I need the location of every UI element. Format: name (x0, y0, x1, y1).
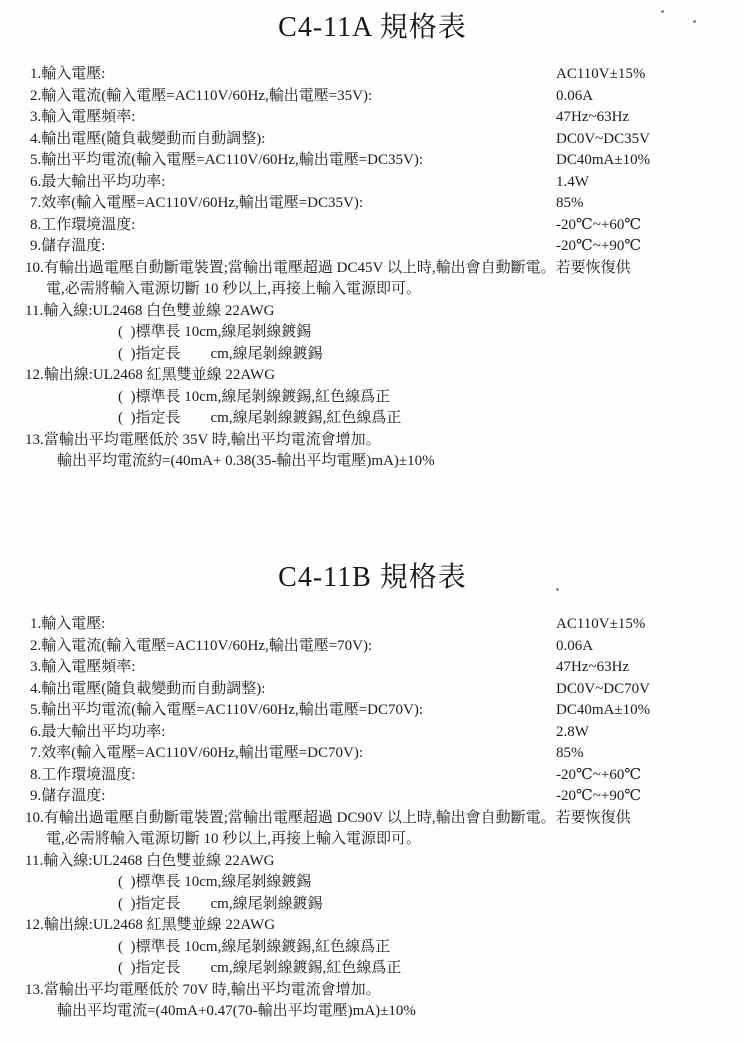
spec-value: 85% (556, 745, 584, 761)
spec-label: 3.輸入電壓頻率: (30, 659, 136, 675)
spec-row (0, 765, 745, 787)
spec-row (0, 150, 745, 172)
spec-value: AC110V±15% (556, 66, 646, 82)
note-line: 電,必需將輸入電源切斷 10 秒以上,再接上輸入電源即可。 (46, 831, 422, 847)
spec-row (0, 129, 745, 151)
spec-row (0, 215, 745, 237)
spec-row (0, 172, 745, 194)
spec-value: 85% (556, 195, 584, 211)
spec-label: 4.輸出電壓(隨負載變動而自動調整): (30, 680, 266, 697)
note-line: 10.有輸出過電壓自動斷電裝置;當輸出電壓超過 DC90V 以上時,輸出會自動斷電。若要恢復供 (25, 809, 631, 826)
spec-value: 0.06A (556, 637, 594, 654)
note-line: 13.當輸出平均電壓低於 70V 時,輸出平均電流會增加。 (25, 981, 381, 998)
spec-label: 3.輸入電壓頻率: (30, 109, 136, 125)
section-c4-11a (0, 10, 745, 473)
note-line: 11.輸入線:UL2468 白色雙並線 22AWG (25, 302, 275, 319)
note-line: ( )標準長 10cm,線尾剝線鍍錫 (118, 324, 312, 340)
spec-value: 2.8W (556, 723, 589, 740)
note-line: ( )標準長 10cm,線尾剝線鍍錫 (118, 874, 312, 890)
spec-label: 6.最大輸出平均功率: (30, 173, 166, 190)
note-line: 輸出平均電流=(40mA+0.47(70-輸出平均電壓)mA)±10% (57, 1003, 416, 1019)
spec-label: 8.工作環境溫度: (30, 216, 136, 233)
spec-value: DC40mA±10% (556, 152, 651, 168)
note-list (0, 808, 745, 1023)
note-line: ( )指定長 cm,線尾剝線鍍錫,紅色線爲正 (118, 960, 402, 976)
note-line: 電,必需將輸入電源切斷 10 秒以上,再接上輸入電源即可。 (46, 281, 422, 297)
note-line: 11.輸入線:UL2468 白色雙並線 22AWG (25, 852, 275, 869)
spec-value: DC40mA±10% (556, 702, 651, 718)
spec-row (0, 722, 745, 744)
spec-value: 47Hz~63Hz (556, 659, 630, 675)
note-line: 12.輸出線:UL2468 紅黑雙並線 22AWG (25, 367, 276, 383)
spec-row (0, 657, 745, 679)
spec-value: DC0V~DC70V (556, 680, 650, 697)
spec-list (0, 64, 745, 258)
section-title: C4-11B 規格表 (278, 562, 467, 593)
spec-value: -20℃~+60℃ (556, 216, 642, 233)
spec-label: 2.輸入電流(輸入電壓=AC110V/60Hz,輸出電壓=70V): (30, 637, 373, 654)
spec-value: -20℃~+90℃ (556, 238, 642, 254)
spec-value: -20℃~+90℃ (556, 788, 642, 804)
spec-value: 0.06A (556, 87, 594, 104)
spec-row (0, 86, 745, 108)
note-line: 輸出平均電流約=(40mA+ 0.38(35-輸出平均電壓)mA)±10% (57, 453, 435, 469)
spec-row (0, 193, 745, 215)
section-c4-11b (0, 560, 745, 1023)
spec-value: 1.4W (556, 173, 589, 190)
spec-label: 7.效率(輸入電壓=AC110V/60Hz,輸出電壓=DC70V): (30, 745, 364, 761)
spec-label: 2.輸入電流(輸入電壓=AC110V/60Hz,輸出電壓=35V): (30, 87, 373, 104)
section-title: C4-11A 規格表 (278, 12, 467, 43)
spec-value: DC0V~DC35V (556, 130, 650, 147)
spec-row (0, 614, 745, 636)
spec-label: 9.儲存溫度: (30, 238, 106, 254)
note-line: ( )標準長 10cm,線尾剝線鍍錫,紅色線爲正 (118, 938, 391, 955)
note-line: 10.有輸出過電壓自動斷電裝置;當輸出電壓超過 DC45V 以上時,輸出會自動斷電。若要恢復供 (25, 259, 631, 276)
spec-row (0, 679, 745, 701)
note-list (0, 258, 745, 473)
spec-label: 5.輸出平均電流(輸入電壓=AC110V/60Hz,輸出電壓=DC35V): (30, 152, 424, 168)
spec-label: 6.最大輸出平均功率: (30, 723, 166, 740)
spec-row (0, 236, 745, 258)
spec-row (0, 107, 745, 129)
spec-label: 9.儲存溫度: (30, 788, 106, 804)
spec-row (0, 743, 745, 765)
spec-label: 1.輸入電壓: (30, 616, 106, 632)
note-line: ( )指定長 cm,線尾剝線鍍錫 (118, 345, 323, 362)
spec-value: -20℃~+60℃ (556, 766, 642, 783)
note-line: ( )指定長 cm,線尾剝線鍍錫,紅色線爲正 (118, 410, 402, 426)
spec-label: 1.輸入電壓: (30, 66, 106, 82)
spec-value: AC110V±15% (556, 616, 646, 632)
spec-row (0, 786, 745, 808)
note-line: 13.當輸出平均電壓低於 35V 時,輸出平均電流會增加。 (25, 431, 381, 448)
note-line: ( )指定長 cm,線尾剝線鍍錫 (118, 895, 323, 912)
spec-row (0, 64, 745, 86)
spec-value: 47Hz~63Hz (556, 109, 630, 125)
spec-row (0, 700, 745, 722)
spec-label: 5.輸出平均電流(輸入電壓=AC110V/60Hz,輸出電壓=DC70V): (30, 702, 424, 718)
spec-label: 4.輸出電壓(隨負載變動而自動調整): (30, 130, 266, 147)
spec-label: 8.工作環境溫度: (30, 766, 136, 783)
spec-row (0, 636, 745, 658)
spec-list (0, 614, 745, 808)
spec-label: 7.效率(輸入電壓=AC110V/60Hz,輸出電壓=DC35V): (30, 195, 364, 211)
note-line: ( )標準長 10cm,線尾剝線鍍錫,紅色線爲正 (118, 388, 391, 405)
note-line: 12.輸出線:UL2468 紅黑雙並線 22AWG (25, 917, 276, 933)
